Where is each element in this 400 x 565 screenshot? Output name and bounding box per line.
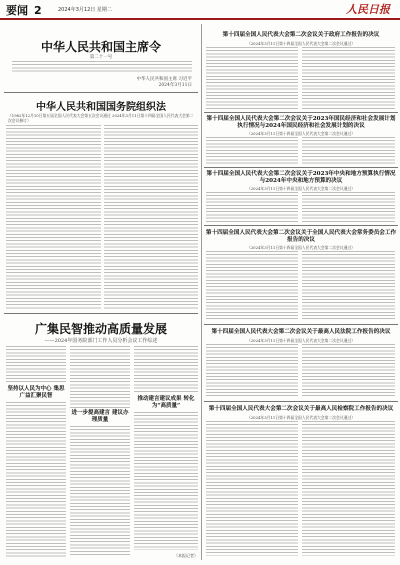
feature-subtitle: ——2024年国务院部门工作人员分析会议工作综述 [44, 338, 158, 344]
feature-col2-lead [70, 346, 130, 408]
decree-body [12, 61, 192, 73]
resolution-body-5b [302, 344, 395, 398]
resolution-body-4a [206, 251, 298, 321]
resolution-title-1: 第十四届全国人民代表大会第二次会议关于政府工作报告的决议 [222, 32, 380, 38]
resolution-note-5: （2024年3月11日第十四届全国人民代表大会第二次会议通过） [246, 338, 356, 343]
feature-col1-heading: 坚持以人民为中心 集思广益汇聚民智 [7, 386, 65, 399]
feature-title: 广集民智推动高质量发展 [34, 322, 167, 336]
column-divider [201, 24, 202, 560]
masthead-logo: 人民日报 [346, 3, 390, 16]
feature-col1-lead [6, 346, 66, 384]
law-body-col1 [6, 125, 101, 310]
law-separator [4, 313, 198, 314]
resolution-note-1: （2024年3月11日第十四届全国人民代表大会第二次会议通过） [246, 41, 356, 46]
feature-col2-body [70, 426, 130, 557]
decree-date: 2024年3月11日 [158, 83, 192, 88]
issue-date: 2024年3月12日 星期二 [58, 7, 112, 13]
feature-col3-lead [134, 346, 198, 394]
resolution-title-5: 第十四届全国人民代表大会第二次会议关于最高人民法院工作报告的决议 [211, 329, 391, 335]
resolution-body-6b [302, 421, 395, 556]
law-body-col2 [104, 125, 198, 310]
feature-col1-body [6, 402, 66, 557]
resolution-note-2: （2024年3月11日第十四届全国人民代表大会第二次会议通过） [246, 131, 356, 136]
resolution-note-6: （2024年3月11日第十四届全国人民代表大会第二次会议通过） [246, 415, 356, 420]
section-label [6, 2, 42, 18]
resolution-body-3b [302, 192, 395, 222]
decree-title: 中华人民共和国主席令 [40, 40, 161, 54]
resolution-separator-5 [204, 401, 398, 402]
resolution-title-3: 第十四届全国人民代表大会第二次会议关于2023年中央和地方预算执行情况与2024年中央和地方预算的决议 [206, 171, 396, 184]
decree-number: 第二十一号 [89, 55, 113, 60]
resolution-title-6: 第十四届全国人民代表大会第二次会议关于最高人民检察院工作报告的决议 [208, 406, 394, 412]
resolution-note-4: （2024年3月11日第十四届全国人民代表大会第二次会议通过） [246, 245, 356, 250]
resolution-body-1a [206, 47, 298, 110]
resolution-body-4b [302, 251, 395, 321]
resolution-body-6a [206, 421, 298, 556]
resolution-note-3: （2024年3月11日第十四届全国人民代表大会第二次会议通过） [246, 186, 356, 191]
feature-col2-heading: 进一步提高建言 建议办理质量 [71, 410, 129, 423]
feature-col3-heading: 推动建言建议成果 转化为“高质量” [137, 396, 195, 409]
feature-col3-body [134, 412, 198, 550]
resolution-body-2a [206, 137, 298, 165]
resolution-body-2b [302, 137, 395, 165]
page-header [0, 0, 400, 20]
page-number: 2 [34, 4, 42, 17]
resolution-separator-1 [204, 112, 398, 113]
resolution-separator-3 [204, 225, 398, 226]
resolution-separator-4 [204, 324, 398, 325]
resolution-body-5a [206, 344, 298, 398]
resolution-body-3a [206, 192, 298, 222]
resolution-separator-2 [204, 167, 398, 168]
decree-signature: 中华人民共和国主席 习近平 [136, 77, 192, 82]
resolution-title-2: 第十四届全国人民代表大会第二次会议关于2023年国民经济和社会发展计划执行情况与2024年国民经济和社会发展计划的决议 [206, 116, 396, 129]
resolution-body-1b [302, 47, 395, 110]
decree-separator [4, 92, 198, 93]
resolution-title-4: 第十四届全国人民代表大会第二次会议关于全国人民代表大会常务委员会工作报告的决议 [205, 230, 397, 243]
law-adoption-note: （1982年12月10日第五届全国人民代表大会第五次会议通过 2024年3月11日第十四届全国人民代表大会第二次会议修订） [8, 113, 194, 123]
section-name: 要闻 [6, 4, 28, 17]
feature-byline: （本报记者） [174, 553, 198, 558]
law-title: 中华人民共和国国务院组织法 [36, 102, 166, 113]
